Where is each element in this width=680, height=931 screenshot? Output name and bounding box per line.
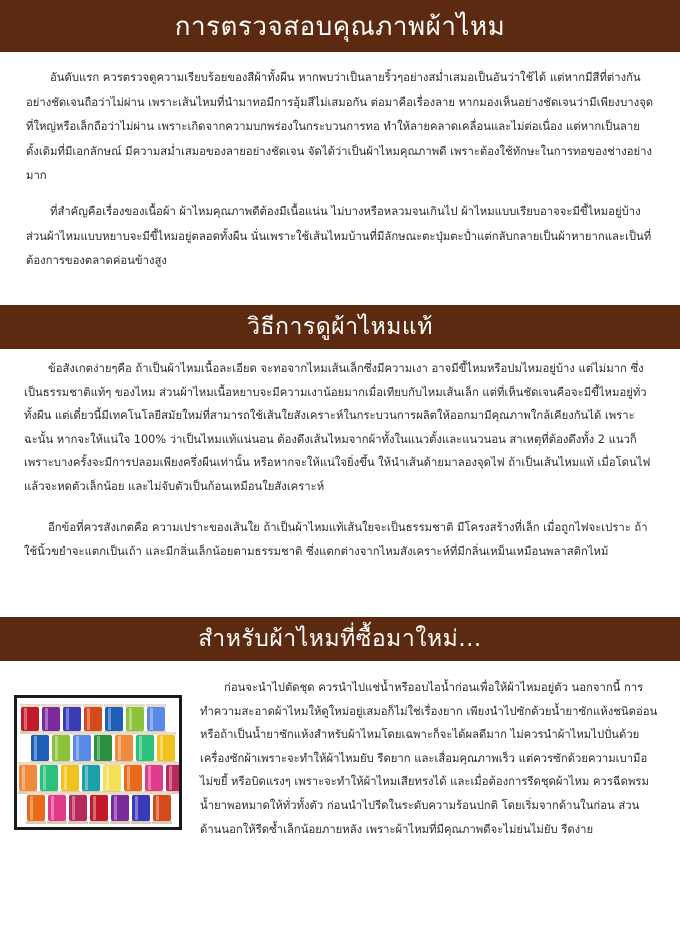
paragraph: อันดับแรก ควรตรวจดูความเรียบร้อยของสีผ้าทั้งผืน หากพบว่าเป็นลายริ้วๆอย่างสม่ำเสมอเป็นอันว่าใช้ได้ แต่หากมีสีที่ต่างกันอย่างชัดเจนถือว่าไม่ผ่าน เพราะเส้นไหมที่นำมาทอมีการอุ้มสีไม่เสมอกัน ต่อมาคือเรื่องลาย หากมองเห็นอย่างชัดเจนว่ามีเพียงบางจุดที่ใหญ่หรือเล็กถือว่าไม่ผ่าน เพราะเกิดจากความบกพร่องในกระบวนการทอ ทำให้ลายคลาดเคลื่อนและไม่ต่อเนื่อง แต่หากเป็นลายดั้งเดิมที่มีเอกลักษณ์ มีความสม่ำเสมอของลายอย่างชัดเจน จัดได้ว่าเป็นผ้าไหมคุณภาพดี เพราะต้องใช้ทักษะในการทอของช่างอย่างมาก [26,71,654,182]
thread-spool [20,704,40,734]
thread-spool [41,704,61,734]
thread-spool [152,792,172,824]
thread-spool [125,704,145,734]
paragraph: ที่สำคัญคือเรื่องของเนื้อผ้า ผ้าไหมคุณภาพดีต้องมีเนื้อแน่น ไม่บางหรือหลวมจนเกินไป ผ้าไหมแบบเรียบอาจจะมีขี้ไหมอยู่บ้าง ส่วนผ้าไหมแบบหยาบจะมีขี้ไหมอยู่ตลอดทั้งผืน นั่นเพราะใช้เส้นไหมบ้านที่มีลักษณะตะปุ่มตะป่ำแต่กลับกลายเป็นผ้าหายากและเป็นที่ต้องการของตลาดค่อนข้างสูง [26,205,652,267]
thread-spool [114,732,134,764]
silk-thread-spools-image [14,695,182,830]
thread-spool [144,762,164,794]
thread-spool [51,732,71,764]
thread-spool [146,704,166,734]
thread-spool [135,732,155,764]
thread-spool [156,732,176,764]
paragraph: ข้อสังเกตง่ายๆคือ ถ้าเป็นผ้าไหมเนื้อละเอียด จะทอจากไหมเส้นเล็กซึ่งมีความเงา อาจมีขี้ไหมหรือปมไหมอยู่บ้าง แต่ไม่มาก ซึ่งเป็นธรรมชาติแท้ๆ ของไหม ส่วนผ้าไหมเนื้อหยาบจะมีความเงาน้อยมากเมื่อเทียบกับไหมเส้นเล็ก แต่ที่เห็นชัดเจนคือจะมีขี้ไหมอยู่ทั่วทั้งผืน แต่เดี๋ยวนี้มีเทคโนโลยีสมัยใหม่ที่สามารถใช้เส้นใยสังเคราะห์ในกระบวนการผลิตให้ออกมามีคุณภาพใกล้เคียงกันได้ เพราะฉะนั้น หากจะให้แน่ใจ 100% ว่าเป็นไหมแท้แน่นอน ต้องดึงเส้นไหมจากผ้าทั้งในแนวตั้งและแนวนอน สาเหตุที่ต้องดึงทั้ง 2 แนวก็เพราะบางครั้งจะมีการปลอมเพียงครึ่งผืนเท่านั้น หรือหากจะให้แน่ใจยิ่งขึ้น ให้นำเส้นด้ายมาลองจุดไฟ ถ้าเป็นเส้นไหมแท้ เมื่อโดนไฟแล้วจะหดตัวเล็กน้อย และไม่จับตัวเป็นก้อนเหมือนใยสังเคราะห์ [24,362,651,493]
thread-spool [89,792,109,824]
thread-spool [60,762,80,794]
thread-spool [104,704,124,734]
section-banner-new-silk [0,617,680,661]
thread-spool [62,704,82,734]
section-title: สำหรับผ้าไหมที่ซื้อมาใหม่... [198,626,482,652]
thread-spool [83,704,103,734]
thread-spool [26,792,46,824]
paragraph: อีกข้อที่ควรสังเกตคือ ความเปราะของเส้นใย ถ้าเป็นผ้าไหมแท้เส้นใยจะเป็นธรรมชาติ มีโครงสร้างที่เล็ก เมื่อถูกไฟจะเปราะ ถ้าใช้นิ้วขยำจะแตกเป็นเถ้า และมีกลิ่นเล็กน้อยตามธรรมชาติ ซึ่งแตกต่างจากไหมสังเคราะห์ที่มีกลิ่นเหม็นเหมือนพลาสติกไหม้ [24,521,648,558]
thread-spool [110,792,130,824]
thread-spool [123,762,143,794]
thread-spool [68,792,88,824]
thread-spool [102,762,122,794]
thread-spool [30,732,50,764]
thread-spool [39,762,59,794]
thread-spool [81,762,101,794]
thread-spool [131,792,151,824]
section-title: วิธีการดูผ้าไหมแท้ [247,314,433,340]
section-banner-real-silk [0,305,680,349]
paragraph: ก่อนจะนำไปตัดชุด ควรนำไปแช่น้ำหรืออบไอน้ำก่อนเพื่อให้ผ้าไหมอยู่ตัว นอกจากนี้ การทำความสะอาดผ้าไหมให้ดูใหม่อยู่เสมอก็ไม่ใช่เรื่องยาก เพียงนำไปซักด้วยน้ำยาซักแห้งชนิดอ่อน หรือถ้าเป็นน้ำยาซักแห้งสำหรับผ้าไหมโดยเฉพาะก็จะได้ผลดีมาก ไม่ควรนำผ้าไหมไปปั่นด้วยเครื่องซักผ้าเพราะจะทำให้ผ้าไหมยับ รีดยาก และเสื่อมคุณภาพเร็ว แต่ควรซักด้วยความเบามือ ไม่ขยี้ หรือบิดแรงๆ เพราะจะทำให้ผ้าไหมเสียทรงได้ และเมื่อต้องการรีดชุดผ้าไหม ควรฉีดพรมน้ำยาพอหมาดให้ทั่วทั้งตัว ก่อนนำไปรีดในระดับความร้อนปกติ โดยเริ่มจากด้านในก่อน ส่วนด้านนอกให้รีดซ้ำเล็กน้อยภายหลัง เพราะผ้าไหมที่มีคุณภาพดีจะไม่ย่นไม่ยับ รีดง่าย [200,681,658,836]
thread-spool [18,762,38,794]
thread-spool [47,792,67,824]
section-banner-quality-check [0,0,680,52]
thread-spool [93,732,113,764]
thread-spool [165,762,179,794]
thread-spool [72,732,92,764]
section-title: การตรวจสอบคุณภาพผ้าไหม [174,11,506,42]
